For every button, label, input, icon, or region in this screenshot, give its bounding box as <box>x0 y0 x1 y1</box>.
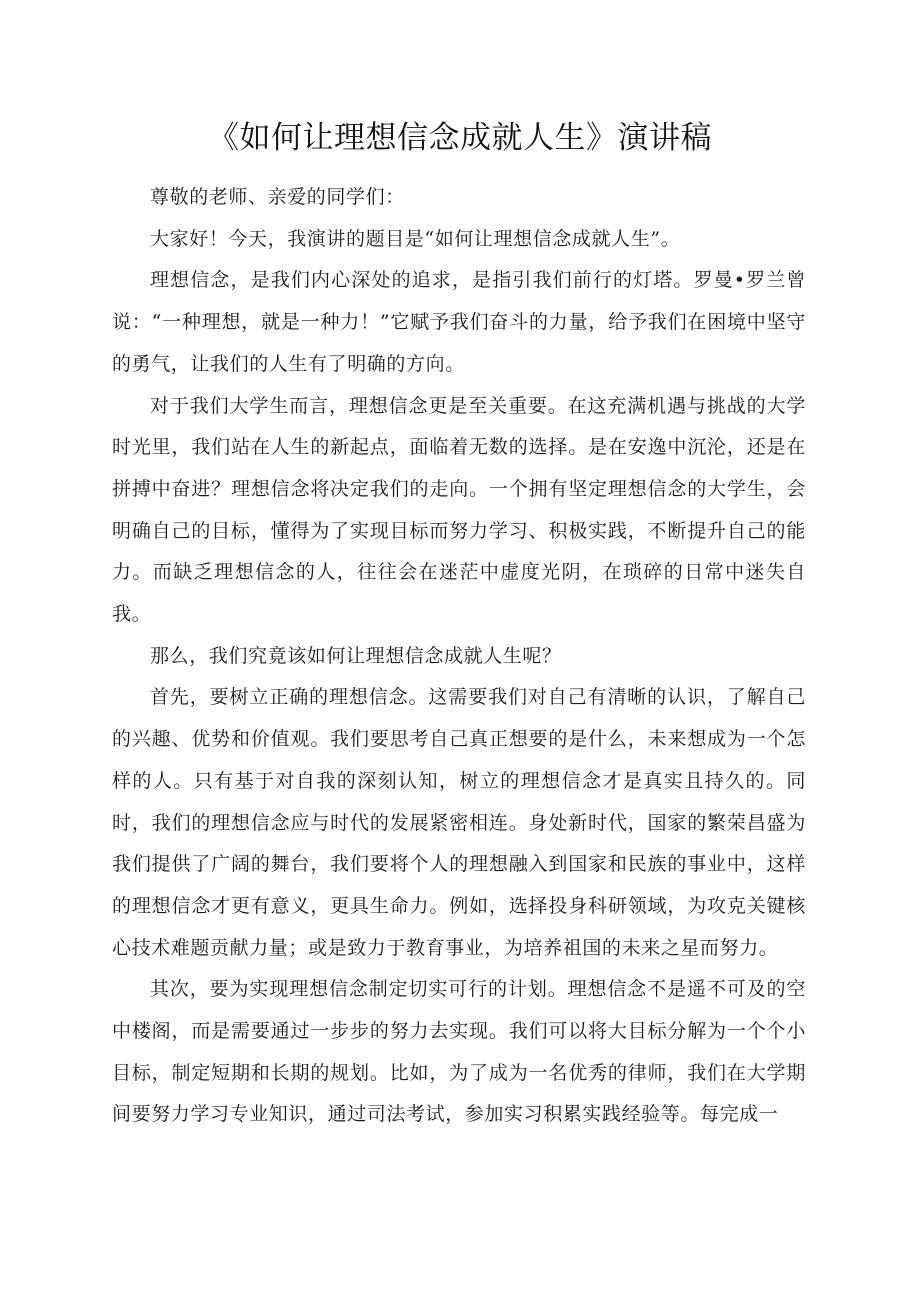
paragraph: 理想信念，是我们内心深处的追求，是指引我们前行的灯塔。罗曼•罗兰曾说：“一种理想，就是一种力！”它赋予我们奋斗的力量，给予我们在困境中坚守的勇气，让我们的人生有了明确的方向。 <box>112 269 806 375</box>
paragraph: 对于我们大学生而言，理想信念更是至关重要。在这充满机遇与挑战的大学时光里，我们站在人生的新起点，面临着无数的选择。是在安逸中沉沦，还是在拼搏中奋进？理想信念将决定我们的走向。一个拥有坚定理想信念的大学生，会明确自己的目标，懂得为了实现目标而努力学习、积极实践，不断提升自己的能力。而缺乏理想信念的人，往往会在迷茫中虚度光阴，在琐碎的日常中迷失自我。 <box>112 394 806 626</box>
document-body <box>112 177 806 1136</box>
document-title: 《如何让理想信念成就人生》演讲稿 <box>208 120 712 156</box>
paragraph-greeting: 尊敬的老师、亲爱的同学们： <box>150 186 405 208</box>
paragraph-opening: 大家好！今天，我演讲的题目是“如何让理想信念成就人生”。 <box>150 227 681 250</box>
paragraph: 首先，要树立正确的理想信念。这需要我们对自己有清晰的认识，了解自己的兴趣、优势和价值观。我们要思考自己真正想要的是什么，未来想成为一个怎样的人。只有基于对自我的深刻认知，树立的理想信念才是真实且持久的。同时，我们的理想信念应与时代的发展紧密相连。身处新时代，国家的繁荣昌盛为我们提供了广阔的舞台，我们要将个人的理想融入到国家和民族的事业中，这样的理想信念才更有意义，更具生命力。例如，选择投身科研领域，为攻克关键核心技术难题贡献力量；或是致力于教育事业，为培养祖国的未来之星而努力。 <box>112 686 806 959</box>
paragraph: 那么，我们究竟该如何让理想信念成就人生呢？ <box>150 644 562 667</box>
paragraph: 其次，要为实现理想信念制定切实可行的计划。理想信念不是遥不可及的空中楼阁，而是需要通过一步步的努力去实现。我们可以将大目标分解为一个个小目标，制定短期和长期的规划。比如，为了成为一名优秀的律师，我们在大学期间要努力学习专业知识，通过司法考试，参加实习积累实践经验等。每完成一 <box>112 978 806 1126</box>
